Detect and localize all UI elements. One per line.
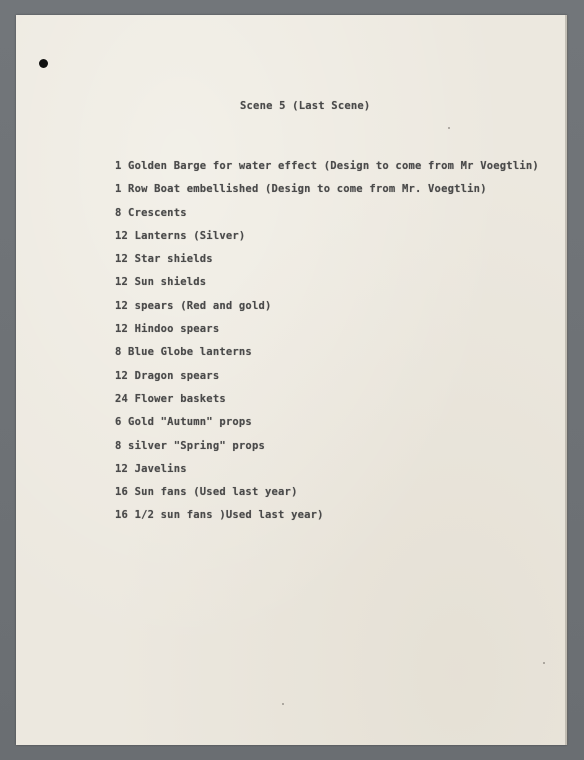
list-item: 12 Sun shields — [115, 276, 207, 289]
paper-speck — [448, 127, 450, 129]
list-item: 1 Row Boat embellished (Design to come from Mr. Voegtlin) — [115, 183, 487, 196]
paper-speck — [282, 703, 284, 705]
list-item: 12 Star shields — [115, 253, 213, 266]
punch-hole — [39, 59, 48, 68]
list-item: 8 silver "Spring" props — [115, 439, 265, 452]
list-item: 6 Gold "Autumn" props — [115, 416, 252, 429]
props-list — [115, 158, 539, 531]
page-title: Scene 5 (Last Scene) — [240, 100, 371, 112]
list-item: 16 1/2 sun fans )Used last year) — [115, 509, 324, 522]
list-item: 1 Golden Barge for water effect (Design to come from Mr Voegtlin) — [115, 160, 539, 172]
list-item: 24 Flower baskets — [115, 392, 226, 405]
paper-speck — [543, 662, 545, 664]
page-edge — [565, 15, 568, 745]
list-item: 12 Javelins — [115, 462, 187, 475]
list-item: 12 Hindoo spears — [115, 323, 220, 336]
list-item: 16 Sun fans (Used last year) — [115, 486, 298, 499]
list-item: 12 spears (Red and gold) — [115, 299, 272, 312]
list-item: 12 Dragon spears — [115, 369, 220, 382]
list-item: 8 Crescents — [115, 206, 187, 219]
list-item: 12 Lanterns (Silver) — [115, 229, 246, 242]
list-item: 8 Blue Globe lanterns — [115, 346, 252, 359]
